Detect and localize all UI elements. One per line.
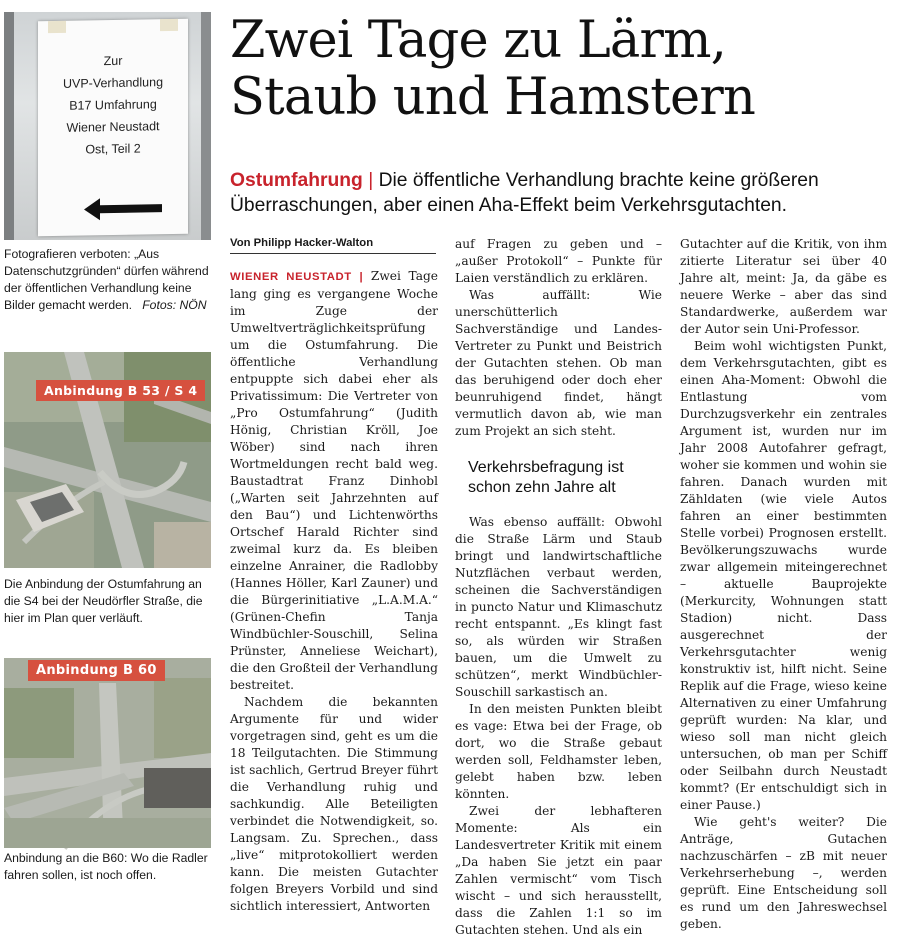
sign-line: Zur — [103, 53, 123, 69]
paragraph-text: Zwei Tage lang ging es vergangene Woche im Zuge der Umweltverträglichkeitsprüfung um die Ostumfahrung. Die öffentliche Verhandlung entpuppte sich dabei eher als Privatissimum: Die Vertreter von „Pro Ostumfahrung“ (Judith Hönig, Christian Kröll, Joe Wöber) sind nach ihren Wortmeldungen recht bald weg. Baustadtrat Franz Dinhobl („Warten seit Jahrzehnten auf den Bau“) und Lichtenwörths Ortschef Harald Richter sind zweimal kurz da. Es bleiben einzelne Anrainer, die Radlobby (Hannes Höller, Karl Zauner) und die Bürgerinitiative „L.A.M.A.“ (Grünen-Chefin Tanja Windbüchler-Souschill, Selina Prünster, Anneliese Weichart), die den Großteil der Verhandlung bestreitet. — [230, 269, 438, 692]
article-column-1 — [230, 268, 438, 915]
headline-line: Zwei Tage zu Lärm, — [230, 11, 727, 70]
paragraph: Gutachter auf die Kritik, von ihm zitierte Literatur sei über 40 Jahre alt, meint: Ja, da gäbe es neuere Werke – aber das sind Standardwerke, außerdem war der Autor sein Uni-Professor. — [680, 237, 887, 336]
map-label: Anbindung B 53 / S 4 — [36, 380, 205, 401]
dateline-separator: | — [359, 271, 364, 283]
caption-aerial-b53 — [4, 576, 214, 627]
caption-text: Die Anbindung der Ostumfahrung an die S4 bei der Neudörfler Straße, die hier im Plan quer verläuft. — [4, 577, 203, 625]
kicker: Ostumfahrung — [230, 170, 363, 191]
photo-aerial-b60 — [4, 658, 211, 848]
photo-aerial-b53-s4 — [4, 352, 211, 568]
photo-credit: Fotos: NÖN — [142, 298, 207, 312]
paragraph: Was ebenso auffällt: Obwohl die Straße Lärm und Staub bringt und landwirtschaftliche Nutzflächen verbaut werden, scheinen die Sachverständigen in puncto Natur und Klimaschutz recht entspannt. „Es klingt fast so, als würden wir Straßen bauen, um die Umwelt zu schützen“, merkt Windbüchler-Souschill sarkastisch an. — [455, 515, 662, 699]
paper-sign — [38, 19, 188, 237]
sign-line: B17 Umfahrung — [69, 97, 157, 113]
aerial-plan-image — [4, 658, 211, 848]
kicker-separator: | — [368, 170, 374, 191]
byline: Von Philipp Hacker-Walton — [230, 236, 436, 254]
paragraph: In den meisten Punkten bleibt es vage: Etwa bei der Frage, ob dort, wo die Straße gebaut werden soll, Feldhamster leben, gelebt haben bzw. leben könnten. — [455, 702, 662, 801]
paragraph: Wie geht's weiter? Die Anträge, Gutachen nachzuschärfen – zB mit neuer Verkehrserhebung –, werden geprüft. Eine Entscheidung soll es rund um den Jahreswechsel geben. — [680, 815, 887, 931]
paragraph: Nachdem die bekannten Argumente für und wider vorgetragen sind, geht es um die 18 Teilgutachten. Die Stimmung ist sachlich, Gertrud Breyer führt die Verhandlung ruhig und sachkundig. Alle Beteiligten verbindet die Notwendigkeit, so. Langsam. Zu. Sprechen., dass „live“ mitprotokolliert werden kann. Die meisten Gutachter folgen Breyers Vorbild und sind sichtlich interessiert, Antworten — [230, 695, 438, 913]
paragraph — [230, 268, 438, 694]
arrow-left-icon — [84, 197, 162, 220]
paragraph: auf Fragen zu geben und – „außer Protokoll“ – Punkte für Laien verständlich zu erklären. — [455, 237, 662, 285]
dateline: WIENER NEUSTADT — [230, 271, 352, 283]
sign-line: Wiener Neustadt — [66, 119, 160, 135]
subheadline-text: Die öffentliche Verhandlung brachte keine größeren Überraschungen, aber einen Aha-Effekt beim Verkehrsgutachten. — [230, 170, 819, 216]
sign-line: UVP-Verhandlung — [62, 75, 164, 91]
article-column-3 — [680, 236, 887, 933]
paragraph: Beim wohl wichtigsten Punkt, dem Verkehrsgutachten, gibt es einen Aha-Moment: Obwohl die Entlastung vom Durchzugsverkehr ein zentrales Argument ist, wurden nur im Jahr 2008 Autofahrer gefragt, woher sie kommen und wohin sie fahren. Danach wurden mit Zähldaten (wie viele Autos fahren an einer bestimmten Stelle vorbei) Prognosen erstellt. Bevölkerungszuwachs wurde zwar allgemein miteingerechnet – aktuelle Bauprojekte (Merkurcity, Wohnungen statt Stadion) nicht. Dass ausgerechnet der Verkehrsgutachter wenig konstruktiv ist, hilft nicht. Seine Replik auf die Frage, wieso keine Alternativen zu einer Umfahrung geprüft wurden: Na klar, und wieso soll man nicht gleich untersuchen, ob man per Schiff oder Seilbahn durch Neustadt kommt? (Er entschuldigt sich in einer Pause.) — [680, 339, 887, 812]
caption-sign — [4, 246, 214, 314]
window-frame-right — [201, 12, 211, 240]
headline — [230, 12, 894, 126]
map-label: Anbindung B 60 — [28, 660, 165, 681]
caption-text: Fotografieren verboten: „Aus Datenschutzgründen“ dürfen während der öffentlichen Verhandlung keine Bilder gemacht werden. — [4, 247, 209, 312]
section-subtitle: Verkehrsbefragung ist schon zehn Jahre alt — [468, 459, 624, 496]
article-column-2 — [455, 236, 662, 939]
caption-aerial-b60 — [4, 850, 214, 884]
window-frame-left — [4, 12, 14, 240]
tape-right — [160, 19, 178, 31]
tape-left — [48, 21, 66, 33]
photo-uvp-sign — [4, 12, 211, 240]
headline-line: Staub und Hamstern — [230, 68, 756, 127]
subheadline — [230, 168, 894, 218]
paragraph: Was auffällt: Wie unerschütterlich Sachverständige und Landes-Vertreter zu Punkt und Beistrich der Gutachten stehen. Ob man das beruhigend oder doch eher beunruhigend findet, hängt vermutlich davon ab, wie man zum Projekt an sich steht. — [455, 288, 662, 438]
caption-text: Anbindung an die B60: Wo die Radler fahren sollen, ist noch offen. — [4, 851, 208, 882]
sign-text — [38, 49, 188, 162]
sign-line: Ost, Teil 2 — [85, 141, 141, 157]
paragraph: Zwei der lebhafteren Momente: Als ein Landesvertreter Kritik mit einem „Da haben Sie jetzt ein paar Zahlen vermischt“ vom Tisch wischt – und sich herausstellt, dass die Zahlen 1:1 so im Gutachten stehen. Und als ein — [455, 804, 662, 937]
